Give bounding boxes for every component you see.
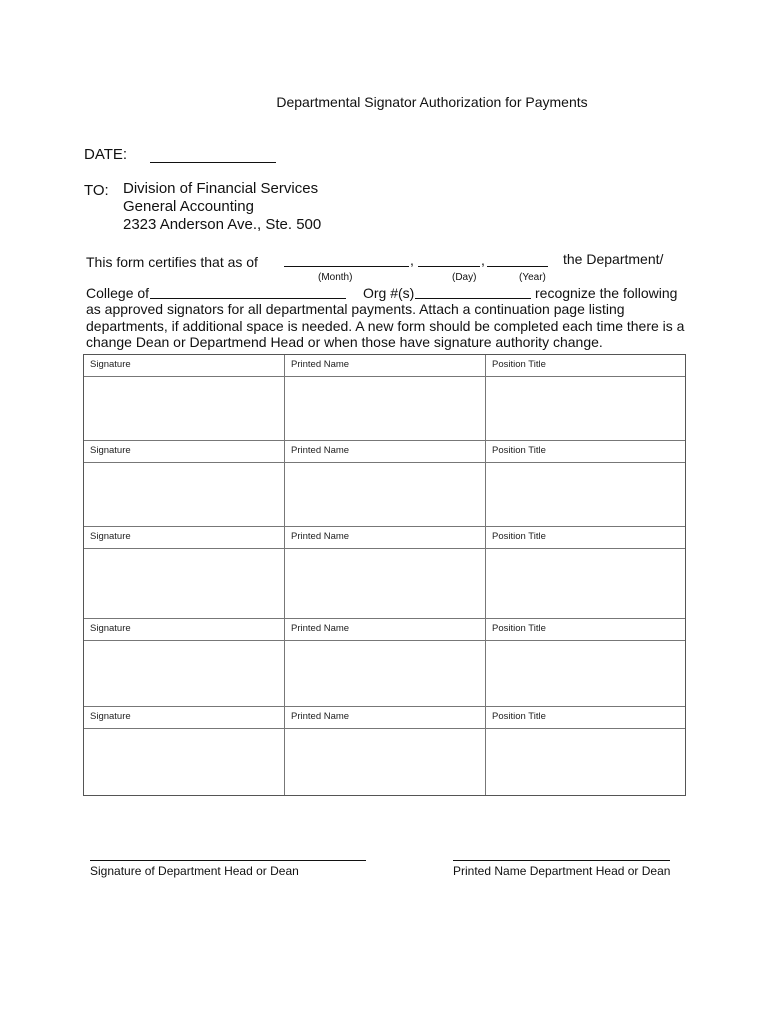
dean-printed-name-line[interactable] xyxy=(453,860,670,861)
dean-signature-line[interactable] xyxy=(90,860,366,861)
position-title-input[interactable] xyxy=(486,641,685,707)
header-printed-name: Printed Name xyxy=(285,355,486,377)
header-printed-name: Printed Name xyxy=(285,619,486,641)
org-field[interactable] xyxy=(415,298,531,299)
instructions-paragraph xyxy=(86,301,686,351)
header-printed-name: Printed Name xyxy=(285,527,486,549)
college-label: College of xyxy=(86,285,150,301)
signature-input[interactable] xyxy=(84,463,285,527)
comma-2: , xyxy=(481,252,485,268)
year-field[interactable] xyxy=(487,266,548,267)
dean-signature-label: Signature of Department Head or Dean xyxy=(90,864,299,878)
position-title-input[interactable] xyxy=(486,377,685,441)
college-field[interactable] xyxy=(150,298,346,299)
header-printed-name: Printed Name xyxy=(285,441,486,463)
instructions-line-2: departments, if additional space is needed. A new form should be completed each time there is a xyxy=(86,317,685,334)
header-signature: Signature xyxy=(84,707,285,729)
printed-name-input[interactable] xyxy=(285,729,486,795)
to-label: TO: xyxy=(84,182,109,199)
printed-name-input[interactable] xyxy=(285,463,486,527)
certify-suffix: the Department/ xyxy=(563,251,664,267)
header-position-title: Position Title xyxy=(486,441,685,463)
form-title: Departmental Signator Authorization for Payments xyxy=(276,94,588,110)
position-title-input[interactable] xyxy=(486,729,685,795)
signator-table xyxy=(83,354,686,796)
instructions-line-3: change Dean or Departmend Head or when those have signature authority change. xyxy=(86,334,603,350)
instructions-line-1: as approved signators for all departmental payments. Attach a continuation page listing xyxy=(86,301,625,317)
year-caption: (Year) xyxy=(519,272,546,283)
signature-input[interactable] xyxy=(84,729,285,795)
address-line-1: Division of Financial Services xyxy=(123,180,319,197)
printed-name-input[interactable] xyxy=(285,377,486,441)
month-caption: (Month) xyxy=(318,272,353,283)
signature-input[interactable] xyxy=(84,641,285,707)
header-signature: Signature xyxy=(84,619,285,641)
day-caption: (Day) xyxy=(452,272,477,283)
printed-name-input[interactable] xyxy=(285,641,486,707)
header-position-title: Position Title xyxy=(486,619,685,641)
date-label: DATE: xyxy=(84,146,128,163)
comma-1: , xyxy=(410,252,414,268)
address-line-3: 2323 Anderson Ave., Ste. 500 xyxy=(123,216,322,233)
signature-input[interactable] xyxy=(84,549,285,619)
header-signature: Signature xyxy=(84,441,285,463)
header-signature: Signature xyxy=(84,527,285,549)
position-title-input[interactable] xyxy=(486,463,685,527)
header-signature: Signature xyxy=(84,355,285,377)
org-label: Org #(s) xyxy=(363,285,415,301)
position-title-input[interactable] xyxy=(486,549,685,619)
day-field[interactable] xyxy=(418,266,480,267)
dean-printed-name-label: Printed Name Department Head or Dean xyxy=(453,864,671,878)
address-line-2: General Accounting xyxy=(123,198,254,215)
recognize-text: recognize the following xyxy=(535,285,678,301)
date-field[interactable] xyxy=(150,162,276,163)
header-position-title: Position Title xyxy=(486,355,685,377)
certify-prefix: This form certifies that as of xyxy=(86,254,258,270)
header-printed-name: Printed Name xyxy=(285,707,486,729)
header-position-title: Position Title xyxy=(486,527,685,549)
month-field[interactable] xyxy=(284,266,409,267)
signature-input[interactable] xyxy=(84,377,285,441)
printed-name-input[interactable] xyxy=(285,549,486,619)
header-position-title: Position Title xyxy=(486,707,685,729)
